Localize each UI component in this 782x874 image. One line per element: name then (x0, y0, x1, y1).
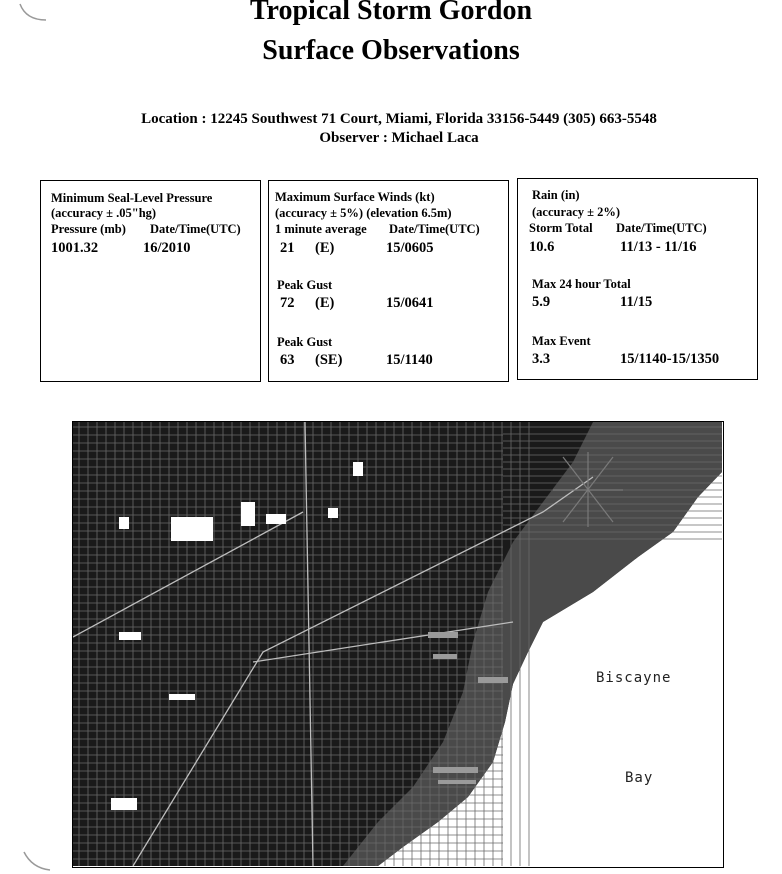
map-open-area (119, 517, 129, 529)
winds-avg-dir: (E) (315, 240, 335, 256)
winds-gust2-datetime: 15/1140 (386, 352, 433, 368)
map-dock (438, 780, 476, 784)
map-open-area (169, 694, 195, 700)
winds-avg-value: 21 (280, 240, 295, 256)
winds-accuracy: (accuracy ± 5%) (elevation 6.5m) (275, 206, 452, 220)
map-dock (478, 677, 508, 683)
pressure-datetime: 16/2010 (143, 240, 191, 256)
pressure-accuracy: (accuracy ± .05"hg) (51, 206, 157, 220)
rain-storm-value: 10.6 (529, 239, 555, 255)
rain-max24-value: 5.9 (532, 294, 551, 310)
map-open-area (266, 514, 286, 524)
location-text: Location : 12245 Southwest 71 Court, Miami, Florida 33156-5449 (305) 663-5548 (141, 111, 657, 127)
page-title-line2: Surface Observations (262, 35, 520, 66)
winds-gust2-value: 63 (280, 352, 295, 368)
map-label-biscayne: Biscayne (596, 670, 672, 686)
winds-gust1-value: 72 (280, 295, 295, 311)
pressure-heading: Minimum Seal-Level Pressure (51, 191, 213, 205)
map-open-area (119, 632, 141, 640)
street-map (72, 421, 724, 868)
rain-datetime-header: Date/Time(UTC) (616, 221, 707, 235)
page-corner-mark-bottom (22, 850, 52, 872)
map-open-area (171, 517, 213, 541)
winds-heading: Maximum Surface Winds (kt) (275, 190, 435, 204)
winds-gust1-datetime: 15/0641 (386, 295, 434, 311)
map-open-area (241, 502, 255, 526)
map-dock (428, 632, 458, 638)
rain-max24-date: 11/15 (620, 294, 653, 310)
winds-gust1-label: Peak Gust (277, 278, 333, 292)
winds-panel (268, 180, 509, 382)
winds-gust2-label: Peak Gust (277, 335, 333, 349)
map-dock (433, 654, 457, 659)
winds-col-header: 1 minute average (275, 222, 367, 236)
map-graphic (73, 422, 722, 866)
map-open-area (328, 508, 338, 518)
map-dock (433, 767, 478, 773)
winds-datetime-header: Date/Time(UTC) (389, 222, 480, 236)
rain-event-value: 3.3 (532, 351, 551, 367)
map-open-area (111, 798, 137, 810)
winds-gust1-dir: (E) (315, 295, 335, 311)
pressure-panel (40, 180, 261, 382)
rain-event-dates: 15/1140-15/1350 (620, 351, 720, 367)
winds-gust2-dir: (SE) (315, 352, 343, 368)
rain-accuracy: (accuracy ± 2%) (532, 205, 621, 219)
page-title-line1: Tropical Storm Gordon (249, 0, 533, 26)
rain-heading: Rain (in) (532, 188, 580, 202)
map-open-area (353, 462, 363, 476)
pressure-col-header: Pressure (mb) (51, 222, 126, 236)
rain-storm-label: Storm Total (529, 221, 593, 235)
rain-event-label: Max Event (532, 334, 591, 348)
rain-storm-dates: 11/13 - 11/16 (620, 239, 697, 255)
winds-avg-datetime: 15/0605 (386, 240, 434, 256)
pressure-datetime-header: Date/Time(UTC) (150, 222, 241, 236)
pressure-value: 1001.32 (51, 240, 99, 256)
map-label-bay: Bay (625, 770, 654, 786)
observer-text: Observer : Michael Laca (319, 130, 479, 146)
rain-max24-label: Max 24 hour Total (532, 277, 631, 291)
rain-panel (517, 178, 758, 380)
